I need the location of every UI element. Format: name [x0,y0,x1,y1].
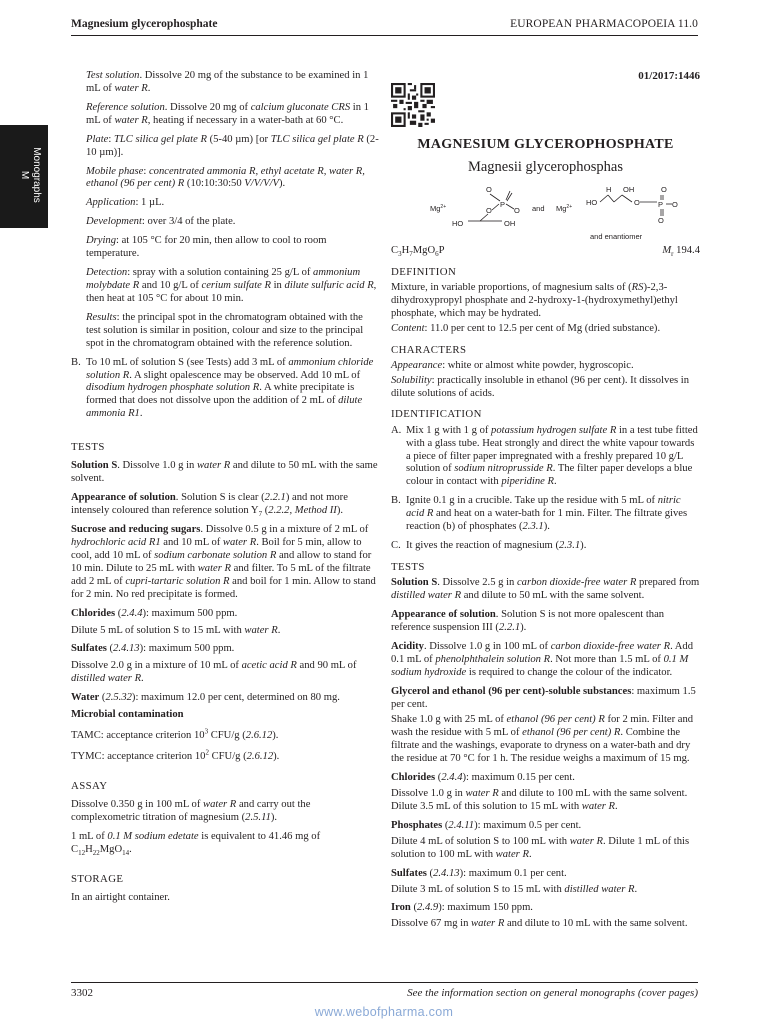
phosphates-para [391,820,700,833]
text: (2-10 µm)]. [86,133,379,158]
text: . Solution S is clear ( [175,492,265,504]
item-body [406,425,700,490]
chlorides-prep [391,788,700,814]
acidity-para [391,641,700,680]
side-section-tab [0,125,48,228]
o-label-6: O [633,197,640,207]
ref: 2.6.12 [246,750,274,762]
characters-heading: CHARACTERS [391,343,467,356]
tests-heading: TESTS [71,441,105,454]
text: . Combine the filtrate and the washings, evaporate to dryness on a water-bath and dry the residue at 70 °C for 1 h. The residue weighs a maximum of 15 mg. [391,727,691,765]
text: ( [435,772,442,784]
header-monograph-title: Magnesium glycerophosphate [71,18,218,30]
text: . Dissolve 2.5 g in [437,577,517,589]
mr-value: 194.4 [673,244,700,256]
definition-heading: DEFINITION [391,265,457,278]
reagent: dilute ammonia R1 [86,395,363,420]
ref: 2.2.1 [498,621,521,633]
reagent: ethanol (96 per cent) R [506,714,605,726]
text: . Dissolve 20 mg of [164,101,251,113]
right-column [391,70,700,937]
storage-para: In an airtight container. [71,891,170,903]
text: ( [99,692,106,704]
text: : white or almost white powder, hygroscopic. [442,359,634,371]
reagent: water R [244,624,278,636]
ref: 2.4.13 [113,643,140,655]
mobile-phase-para: Mobile phase: concentrated ammonia R, ethyl acetate R, water R, ethanol (96 per cent) R (10:10:30:50 V/V/V/V). [86,165,365,190]
text: (5-40 µm) [or [206,133,271,145]
appearance-solution-label: Appearance of solution [391,608,496,620]
iron-label: Iron [391,902,411,914]
text: H [401,244,410,256]
text: . Dissolve 0.5 g in a mixture of 2 mL of [200,524,369,536]
detection-label: Detection [86,267,128,279]
item-body [406,540,700,553]
subscript: 14 [122,848,130,857]
text: : over 3/4 of the plate. [141,216,236,228]
text: ). [580,540,587,552]
plate-label: Plate [86,133,109,145]
text: . Boil for 5 min, allow to cool, add 10 mL of [71,536,362,561]
text: . Not more than 1.5 mL of [550,653,664,665]
reagent: water R [581,800,616,812]
text: in 1 mL of [86,101,369,126]
text: : 11.0 per cent to 12.5 per cent of Mg (dried substance). [424,322,661,334]
enantiomer-label: and enantiomer [589,231,642,241]
text: . Dissolve 1.0 g in [117,460,197,472]
mg-ion-1: $Mg^{2+}$ [429,203,446,213]
ref: 2.6.12 [245,730,273,742]
mobile-phase-label: Mobile phase [86,165,144,177]
text: and carry out the complexometric titration of magnesium ( [71,799,311,823]
o-label-1: O [513,205,520,215]
chlorides-para [71,608,380,621]
text: and dilute to 50 mL with the same solvent. [71,460,378,485]
text: ). [279,178,286,190]
reagent: water R [222,536,257,548]
tamc-para [71,727,380,743]
solution-s-label: Solution S [71,460,118,472]
molecular-formula [391,245,445,258]
structural-formula-diagram [396,183,696,243]
subscript: 6 [435,249,439,258]
phosphates-label: Phosphates [391,819,443,831]
text: MgO [99,843,123,855]
application-label: Application [86,197,136,209]
reagent: hydrochloric acid R1 [71,536,161,548]
reagent: 0.1 M sodium edetate [107,830,199,842]
text: ): maximum 500 ppm. [142,607,238,619]
ref: 2.4.11 [448,819,475,831]
text: and allow to stand for 10 min. Dilute to 25 mL with [71,549,372,574]
ref: 2.3.1 [522,521,544,533]
reagent: carbon dioxide-free water R [516,577,637,589]
text: Dissolve 67 mg in [391,918,472,930]
molecular-formula-row [391,245,700,258]
item-key: C. [391,540,401,552]
text: and 90 mL of [296,660,357,672]
left-column [71,70,380,911]
text: ): maximum 500 ppm. [139,643,235,655]
reagent: nitric acid R [406,495,681,520]
text: : spray with a solution containing 25 g/L of [127,267,314,279]
text: Mix 1 g with 1 g of [406,424,492,436]
reagent: water R [495,848,529,860]
side-tab-line1: Monographs [31,147,42,203]
sucrose-label: Sucrose and reducing sugars [71,524,201,536]
text: CFU/g ( [208,730,246,742]
text: and 10 mL of [160,536,223,548]
reagent: potassium hydrogen sulfate R [491,424,617,436]
reagent: water R [569,835,603,847]
sulfates-para [71,643,380,656]
text: P [438,244,445,256]
text: ). [543,521,550,533]
text: TAMC: acceptance criterion 10 [71,730,205,742]
mg-ion-2: $Mg^{2+}$ [555,203,572,213]
ho-label-2: HO [585,197,597,207]
reagent: concentrated ammonia R, ethyl acetate R, water R, ethanol (96 per cent) R [86,165,365,190]
reference-solution-para [71,102,380,128]
equivalence-para [71,831,380,857]
sulfates-prep [71,660,380,686]
chlorides-label: Chlorides [71,607,116,619]
text: ( [442,819,449,831]
text: ): maximum 0.1 per cent. [459,867,567,879]
text: : at 105 °C for 20 min, then allow to cool to room temperature. [86,235,327,260]
subscript: 7 [258,510,263,519]
text: and dilute to 10 mL with the same solvent. [504,918,688,930]
reagent: 0.1 M sodium hydroxide [391,653,689,678]
oh-label: OH [503,218,515,228]
microbial-heading: Microbial contamination [71,709,184,721]
text: , heating if necessary in a water-bath at 60 °C. [147,114,344,126]
development-label: Development [86,216,142,228]
reagent: disodium hydrogen phosphate solution R [86,382,260,394]
text: . [554,476,557,488]
appearance-solution-para [391,609,700,635]
application-para [71,197,380,210]
appearance-para [71,492,380,518]
text: ): maximum 150 ppm. [438,902,533,914]
reagent: water R [465,788,499,800]
text: and boil for 1 min. Allow to stand for 2 min. No red precipitate is formed. [71,575,376,600]
results-para [71,312,380,351]
text: . Dissolve 1.0 g in 100 mL of [423,640,551,652]
acidity-label: Acidity [391,640,424,652]
latin-name: Magnesii glycerophosphas [467,159,624,176]
reagent: distilled water R [71,673,142,685]
identification-heading: IDENTIFICATION [391,408,482,421]
ref: 2.5.32 [105,692,132,704]
text: prepared from [636,577,700,589]
text: )-2,3-dihydroxypropyl phosphate and 2-hydroxy-1-(hydroxymethyl)ethyl phosphate, which may be hydrated. [391,281,678,319]
appearance-label: Appearance [391,359,443,371]
item-body [86,357,380,422]
reagent: calcium gluconate CRS [250,101,351,113]
superscript: 3 [204,727,209,736]
text: Dilute 4 mL of solution S to 100 mL with [391,835,570,847]
item-key: A. [391,424,402,436]
tymc-para [71,748,380,764]
water-para [71,692,380,705]
storage-heading: STORAGE [71,872,124,885]
text: Dilute 5 mL of solution S to 15 mL with [71,624,245,636]
iron-prep [391,918,700,931]
ref: 2.4.9 [417,902,439,914]
ref: 2.3.1 [558,540,581,552]
reagent: water R [114,82,148,94]
reagent: water R [114,114,148,126]
subscript: 12 [78,848,86,857]
text: ): maximum 12.0 per cent, determined on 80 mg. [131,692,340,704]
appearance-para [391,360,700,373]
reagent: ethanol (96 per cent) R [522,727,621,739]
text: Ignite 0.1 g in a crucible. Take up the residue with 5 mL of [406,495,658,507]
text: and 10 g/L of [139,279,202,291]
subscript: 22 [92,848,100,857]
sulfates-para [391,868,700,881]
reagent: water R [197,562,231,574]
text: ( [262,505,269,517]
identification-b [391,495,700,534]
text: : the principal spot in the chromatogram obtained with the test solution is similar in position, colour and size to the principal spot in the chromatogram obtained with the reference solution. [86,311,364,349]
identification-b [71,357,380,422]
text: MgO [412,244,436,256]
text: . Dissolve 20 mg of the substance to be examined in 1 mL of [86,70,369,94]
superscript: 2 [205,748,209,757]
text: Dissolve 1.0 g in [391,788,466,800]
text: CFU/g ( [208,750,247,762]
text: and filter. To 5 mL of the filtrate add 2 mL of [71,562,371,587]
text: in a test tube fitted with a glass tube. Heat strongly and direct the white vapour towards a piece of filter paper impregnated with a freshly prepared 10 g/L solution of [406,424,698,475]
text: ). [520,621,527,633]
glycerol-label: Glycerol and ethanol (96 per cent)-soluble substances [391,685,632,697]
text: . [139,408,143,420]
solubility-para [391,375,700,401]
text: (10:10:30:50 [184,178,245,190]
chlorides-prep [71,625,380,638]
text: To 10 mL of solution S (see Tests) add 3 mL of [86,356,289,368]
text: : maximum 1.5 per cent. [391,685,696,710]
text: . A white precipitate is formed that does not dissolve upon the addition of 2 mL of [86,382,355,407]
text: : practically insoluble in ethanol (96 per cent). It dissolves in dilute solutions of acids. [391,374,690,399]
text: Mixture, in variable proportions, of magnesium salts of ( [391,281,632,293]
watermark-link[interactable]: www.webofpharma.com [314,1005,454,1019]
text: ): maximum 0.5 per cent. [474,819,582,831]
reagent: TLC silica gel plate R [113,133,207,145]
reagent: sodium nitroprusside R [454,463,553,475]
water-label: Water [71,692,100,704]
content-para [391,323,700,336]
h-label: H [605,184,611,194]
chlorides-label: Chlorides [391,772,436,784]
text: ). [273,750,280,762]
text: is equivalent to 41.46 mg of C [71,830,321,855]
o-label-3: O [660,184,667,194]
sulfates-prep [391,884,700,897]
drying-label: Drying [86,235,117,247]
item-key: B. [71,356,81,368]
text: Dissolve 0.350 g in 100 mL of [71,799,204,811]
text: . A slight opalescence may be observed. Add 10 mL of [129,369,361,381]
mr-label: M [662,244,672,256]
glycerol-para [391,686,700,712]
solution-s-label: Solution S [391,577,438,589]
reagent: water R [203,799,237,811]
development-para [71,216,380,229]
phosphates-prep [391,836,700,862]
ho-label: HO [451,218,463,228]
text: Shake 1.0 g with 25 mL of [391,714,507,726]
ref: 2.4.4 [441,772,463,784]
text: . Add 0.1 mL of [391,640,694,665]
text: for 2 min. Filter and wash the residue with 5 mL of [391,714,694,739]
o-label-2: O [485,205,492,215]
subscript: 3 [398,249,402,258]
text: . [615,800,618,812]
text: : 1 µL. [135,197,165,209]
assay-heading: ASSAY [71,779,108,792]
glycerol-prep [391,714,700,766]
plate-para: Plate: TLC silica gel plate R (5-40 µm) [or TLC silica gel plate R (2-10 µm)]. [86,133,379,158]
subscript: r [671,249,674,258]
text: . [141,673,144,685]
text: H [85,843,93,855]
text: . [129,843,132,855]
content-label: Content [391,322,425,334]
reagent: sodium carbonate solution R [154,549,277,561]
side-tab-label [19,145,42,205]
reagent: piperidine R [501,476,554,488]
text: and dilute to 100 mL with the same solvent. Dilute 3.5 mL of this solution to 15 mL with [391,788,688,812]
reagent: acetic acid R [241,660,297,672]
page-footer [71,982,698,1000]
text: TYMC: acceptance criterion 10 [71,750,206,762]
ref: 2.4.4 [121,607,143,619]
appearance-label: Appearance of solution [71,492,176,504]
solution-s-para [391,577,700,603]
text: Dilute 3 mL of solution S to 15 mL with [391,883,565,895]
assay-para [71,799,380,825]
monograph-title: MAGNESIUM GLYCEROPHOSPHATE [417,137,674,152]
solubility-label: Solubility [391,374,432,386]
text: Dissolve 2.0 g in a mixture of 10 mL of [71,660,242,672]
text: is required to change the colour of the indicator. [466,666,673,678]
and-label: and [531,203,545,213]
ref: 2.2.1 [264,492,286,504]
reagent: phenolphthalein solution R [435,653,551,665]
text: and heat on a water-bath for 1 min. Filter. The filtrate gives reaction (b) of phosphates ( [406,508,688,533]
footer-note: See the information section on general monographs (cover pages) [407,987,698,999]
text: ): maximum 0.15 per cent. [462,772,575,784]
ref: 2.4.13 [433,867,460,879]
reagent: distilled water R [391,590,462,602]
iron-para [391,902,700,915]
p-label-1: P [499,199,505,209]
o-label-5: O [657,215,664,225]
side-tab-line2: M [19,170,31,180]
ref: 2.5.11 [245,811,271,823]
text: ( [106,643,114,655]
reagent: TLC silica gel plate R [270,133,364,145]
reagent: water R [471,918,505,930]
relative-molecular-mass [662,245,700,258]
page-number: 3302 [71,987,93,999]
text: ( [410,902,418,914]
solution-s-para [71,460,380,486]
text: ) and not more intensely coloured than reference solution Y [71,492,348,517]
sulfates-label: Sulfates [391,867,427,879]
definition-para [391,282,700,321]
text: . The filter paper develops a blue colour in contact with [406,463,693,488]
text: C [391,244,399,256]
reagent: ammonium molybdate R [86,267,361,291]
oh-label-2: OH [622,184,634,194]
reagent: cupri-tartaric solution R [125,575,230,587]
header-publication: EUROPEAN PHARMACOPOEIA 11.0 [510,18,698,30]
detection-para [71,267,380,306]
text: in [270,279,285,291]
text: 1 mL of [71,830,108,842]
test-solution-label: Test solution [86,70,140,81]
results-label: Results [86,311,117,323]
text: . Solution S is not more opalescent than reference suspension III ( [391,608,665,633]
drying-para [71,235,380,261]
monograph-id: 01/2017:1446 [638,70,700,82]
ratio: V/V/V/V [244,178,280,190]
ref: 2.2.2, Method II [268,505,337,517]
text: . [634,883,638,895]
reagent: dilute sulfuric acid R [284,279,374,291]
text: . Dilute 1 mL of this solution to 100 mL with [391,835,690,860]
reagent: ammonium chloride solution R [86,356,374,381]
identification-c [391,540,700,553]
text: It gives the reaction of magnesium ( [406,540,559,552]
chlorides-para [391,772,700,785]
reagent: water R [196,460,231,472]
o-label-4: O [671,199,678,209]
reagent: distilled water R [564,883,635,895]
text: ( [115,607,122,619]
sulfates-label: Sulfates [71,643,107,655]
text: ). [270,811,278,823]
tests-heading: TESTS [391,560,425,573]
sucrose-para [71,524,380,602]
page-header [71,16,698,36]
reagent: cerium sulfate R [201,279,271,291]
reference-solution-label: Reference solution [86,101,165,113]
text: . [277,624,281,636]
text: ). [272,730,279,742]
text: ). [336,505,344,517]
text: and dilute to 50 mL with the same solvent. [461,590,645,602]
o-minus-label: O [485,184,492,194]
subscript: 7 [409,249,413,258]
stereo-descriptor: RS [631,281,644,293]
qr-code-icon [391,83,435,127]
item-body [406,495,700,534]
text: , then heat at 105 °C for about 10 min. [86,279,377,304]
item-key: B. [391,495,401,507]
test-solution-para: Test solution. Dissolve 20 mg of the substance to be examined in 1 mL of water R. [86,70,369,94]
text: ( [426,867,434,879]
text: . [528,848,532,860]
identification-a [391,425,700,490]
p-label-2: P [657,199,663,209]
reagent: carbon dioxide-free water R [550,640,671,652]
